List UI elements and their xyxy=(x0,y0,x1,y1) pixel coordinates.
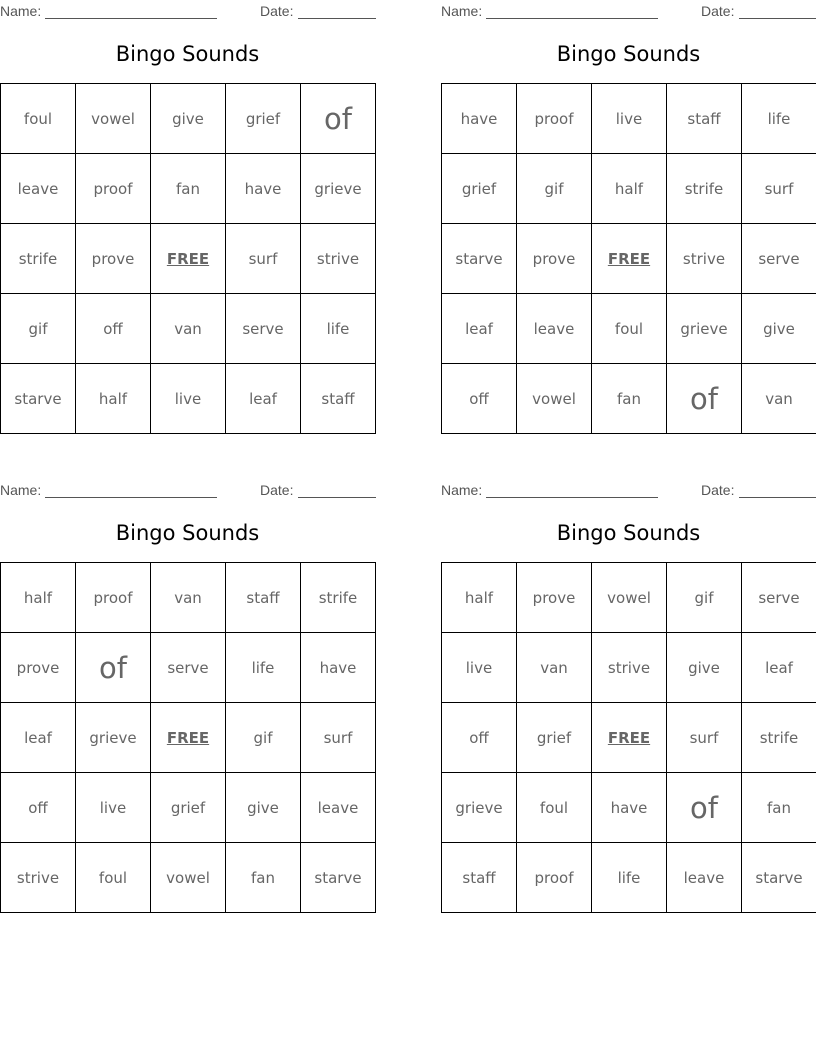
bingo-cell: foul xyxy=(76,843,151,913)
bingo-cell: serve xyxy=(742,224,816,294)
bingo-cell: prove xyxy=(76,224,151,294)
bingo-cell: leaf xyxy=(1,703,76,773)
bingo-cell: proof xyxy=(517,84,592,154)
bingo-cell: give xyxy=(226,773,301,843)
bingo-cell: foul xyxy=(517,773,592,843)
bingo-grid xyxy=(441,562,816,913)
grid-row xyxy=(1,154,376,224)
bingo-cell: off xyxy=(76,294,151,364)
bingo-cell: leaf xyxy=(742,633,816,703)
bingo-cell: off xyxy=(1,773,76,843)
bingo-cell: of xyxy=(301,84,376,154)
name-blank-line xyxy=(45,18,217,19)
bingo-cell: prove xyxy=(1,633,76,703)
bingo-cell: gif xyxy=(667,563,742,633)
name-label: Name: xyxy=(441,3,483,19)
bingo-cell: foul xyxy=(592,294,667,364)
bingo-cell: half xyxy=(442,563,517,633)
bingo-cell: half xyxy=(1,563,76,633)
grid-row xyxy=(442,773,816,843)
bingo-cell: have xyxy=(442,84,517,154)
card-title: Bingo Sounds xyxy=(115,521,260,545)
bingo-cell: off xyxy=(442,703,517,773)
bingo-cell: vowel xyxy=(76,84,151,154)
name-date-header xyxy=(0,482,376,498)
name-label: Name: xyxy=(0,3,42,19)
bingo-cell: of xyxy=(667,364,742,434)
grid-row xyxy=(442,563,816,633)
bingo-cell: proof xyxy=(517,843,592,913)
grid-row xyxy=(1,364,376,434)
bingo-cell: strive xyxy=(1,843,76,913)
bingo-cell: life xyxy=(742,84,816,154)
bingo-cell: fan xyxy=(592,364,667,434)
date-blank-line xyxy=(739,497,816,498)
bingo-cell: van xyxy=(742,364,816,434)
bingo-cell: grieve xyxy=(301,154,376,224)
bingo-grid xyxy=(0,83,376,434)
bingo-cell: life xyxy=(226,633,301,703)
grid-row xyxy=(442,633,816,703)
bingo-cell: surf xyxy=(226,224,301,294)
bingo-cell: serve xyxy=(226,294,301,364)
bingo-cell: staff xyxy=(226,563,301,633)
free-space: FREE xyxy=(592,703,667,773)
bingo-cell: grieve xyxy=(76,703,151,773)
bingo-cell: vowel xyxy=(592,563,667,633)
bingo-cell: prove xyxy=(517,563,592,633)
name-blank-line xyxy=(486,497,658,498)
grid-row xyxy=(442,294,816,364)
bingo-cell: life xyxy=(301,294,376,364)
free-space: FREE xyxy=(592,224,667,294)
grid-row xyxy=(442,84,816,154)
bingo-cell: grieve xyxy=(442,773,517,843)
bingo-cell: of xyxy=(76,633,151,703)
grid-row xyxy=(1,563,376,633)
bingo-cell: vowel xyxy=(517,364,592,434)
bingo-cell: have xyxy=(301,633,376,703)
grid-row xyxy=(442,154,816,224)
bingo-cell: gif xyxy=(226,703,301,773)
name-label: Name: xyxy=(441,482,483,498)
bingo-cell: grief xyxy=(442,154,517,224)
grid-row xyxy=(1,294,376,364)
grid-row xyxy=(442,224,816,294)
grid-row xyxy=(1,84,376,154)
bingo-cell: grief xyxy=(151,773,226,843)
bingo-cell: live xyxy=(76,773,151,843)
bingo-cell: live xyxy=(442,633,517,703)
bingo-cell: gif xyxy=(1,294,76,364)
bingo-cell: starve xyxy=(301,843,376,913)
bingo-cell: leave xyxy=(1,154,76,224)
bingo-grid xyxy=(0,562,376,913)
bingo-cell: half xyxy=(592,154,667,224)
bingo-cell: fan xyxy=(742,773,816,843)
bingo-cell: leaf xyxy=(442,294,517,364)
bingo-cell: give xyxy=(742,294,816,364)
date-label: Date: xyxy=(701,3,735,19)
bingo-cell: give xyxy=(151,84,226,154)
name-date-header xyxy=(441,482,816,498)
grid-row xyxy=(1,633,376,703)
bingo-cell: live xyxy=(592,84,667,154)
bingo-cell: proof xyxy=(76,563,151,633)
bingo-cell: life xyxy=(592,843,667,913)
date-blank-line xyxy=(739,18,816,19)
bingo-cell: leave xyxy=(517,294,592,364)
grid-row xyxy=(1,703,376,773)
bingo-cell: strive xyxy=(667,224,742,294)
bingo-cell: off xyxy=(442,364,517,434)
bingo-cell: serve xyxy=(742,563,816,633)
bingo-cell: vowel xyxy=(151,843,226,913)
bingo-cell: grieve xyxy=(667,294,742,364)
free-space: FREE xyxy=(151,703,226,773)
bingo-cell: strife xyxy=(742,703,816,773)
bingo-cell: staff xyxy=(301,364,376,434)
date-label: Date: xyxy=(260,482,294,498)
bingo-cell: grief xyxy=(226,84,301,154)
date-label: Date: xyxy=(701,482,735,498)
name-blank-line xyxy=(45,497,217,498)
bingo-cell: proof xyxy=(76,154,151,224)
name-date-header xyxy=(0,3,376,19)
date-blank-line xyxy=(298,497,376,498)
grid-row xyxy=(1,773,376,843)
bingo-cell: foul xyxy=(1,84,76,154)
bingo-cell: surf xyxy=(301,703,376,773)
bingo-cell: van xyxy=(151,563,226,633)
bingo-cell: leaf xyxy=(226,364,301,434)
bingo-cell: starve xyxy=(442,224,517,294)
bingo-cell: have xyxy=(592,773,667,843)
bingo-cell: strife xyxy=(667,154,742,224)
bingo-cell: staff xyxy=(442,843,517,913)
bingo-cell: strive xyxy=(301,224,376,294)
bingo-card xyxy=(0,0,376,440)
free-space: FREE xyxy=(151,224,226,294)
bingo-cell: fan xyxy=(226,843,301,913)
name-blank-line xyxy=(486,18,658,19)
name-label: Name: xyxy=(0,482,42,498)
grid-row xyxy=(442,843,816,913)
bingo-cell: starve xyxy=(742,843,816,913)
grid-row xyxy=(1,843,376,913)
bingo-cell: grief xyxy=(517,703,592,773)
bingo-cell: starve xyxy=(1,364,76,434)
bingo-cell: leave xyxy=(301,773,376,843)
card-title: Bingo Sounds xyxy=(556,42,701,66)
bingo-cell: van xyxy=(151,294,226,364)
bingo-cell: give xyxy=(667,633,742,703)
name-date-header xyxy=(441,3,816,19)
bingo-cell: van xyxy=(517,633,592,703)
bingo-cell: surf xyxy=(742,154,816,224)
bingo-cell: prove xyxy=(517,224,592,294)
bingo-card xyxy=(0,479,376,919)
grid-row xyxy=(442,364,816,434)
bingo-cell: strife xyxy=(1,224,76,294)
bingo-cell: of xyxy=(667,773,742,843)
bingo-cell: half xyxy=(76,364,151,434)
bingo-grid xyxy=(441,83,816,434)
card-title: Bingo Sounds xyxy=(556,521,701,545)
bingo-card xyxy=(441,479,816,919)
bingo-cell: live xyxy=(151,364,226,434)
bingo-cell: strive xyxy=(592,633,667,703)
date-blank-line xyxy=(298,18,376,19)
bingo-cell: have xyxy=(226,154,301,224)
bingo-cell: serve xyxy=(151,633,226,703)
bingo-cell: leave xyxy=(667,843,742,913)
bingo-cell: fan xyxy=(151,154,226,224)
grid-row xyxy=(442,703,816,773)
bingo-card xyxy=(441,0,816,440)
bingo-cell: gif xyxy=(517,154,592,224)
bingo-cell: strife xyxy=(301,563,376,633)
grid-row xyxy=(1,224,376,294)
card-title: Bingo Sounds xyxy=(115,42,260,66)
date-label: Date: xyxy=(260,3,294,19)
bingo-cell: surf xyxy=(667,703,742,773)
bingo-cell: staff xyxy=(667,84,742,154)
